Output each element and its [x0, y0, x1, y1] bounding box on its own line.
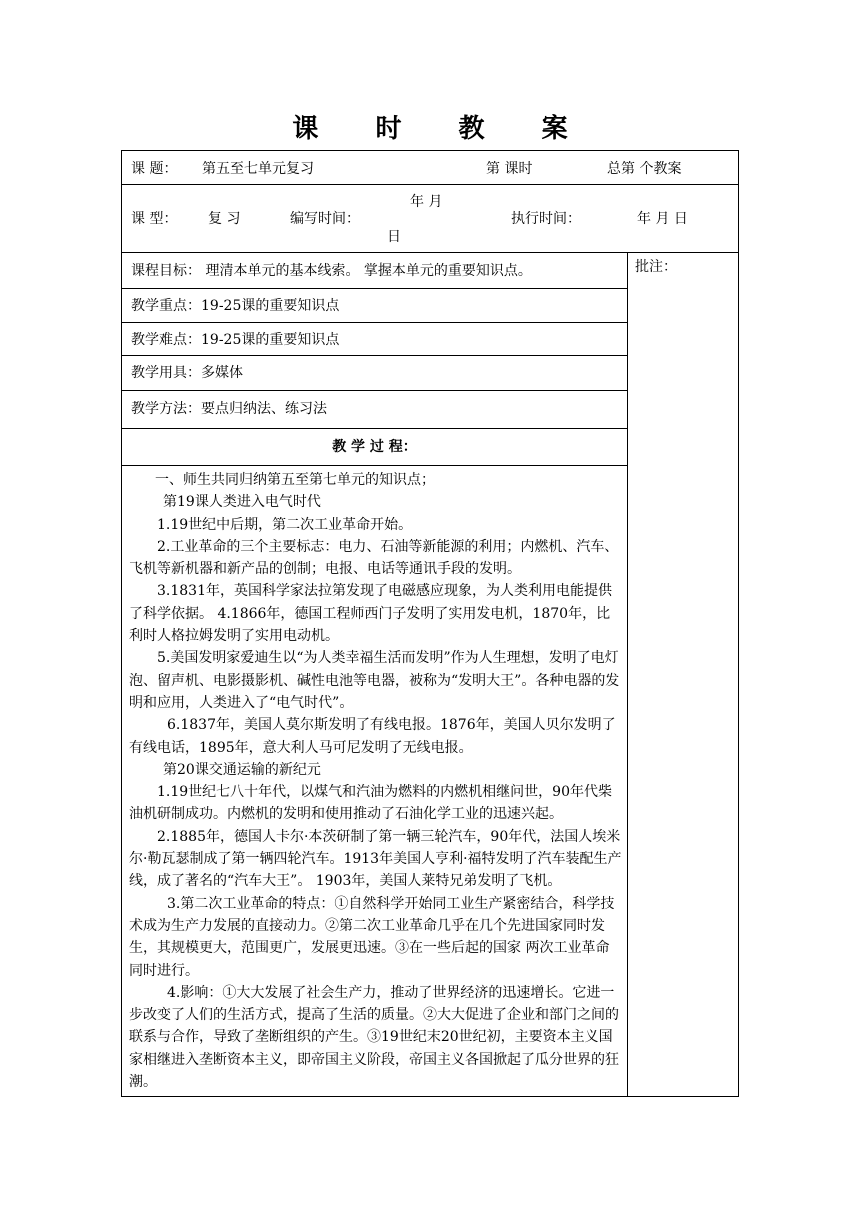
- section-heading: 第19课人类进入电气时代: [163, 494, 321, 511]
- process-paragraph: 2.1885年，德国人卡尔·本茨研制了第一辆三轮汽车，90年代，法国人埃米尔·勒瓦瑟制成了第一辆四轮汽车。1913年美国人亨利·福特发明了汽车装配生产线，成了著名的“汽车大王”。 1903年，美国人莱特兄弟发明了飞机。: [129, 828, 622, 890]
- remark-label: 批注：: [635, 259, 677, 275]
- process-content: [129, 469, 622, 1093]
- topic-label: 课 题：: [131, 161, 178, 177]
- process-paragraph: 2.工业革命的三个主要标志：电力、石油等新能源的利用；内燃机、汽车、飞机等新机器和新产品的创制；电报、电话等通讯手段的发明。: [129, 538, 619, 578]
- process-paragraph: 3.1831年，英国科学家法拉第发现了电磁感应现象，为人类利用电能提供了科学依据。 4.1866年，德国工程师西门子发明了实用发电机，1870年，比利时人格拉姆发明了实用电动机。: [129, 583, 612, 645]
- remark-column-divider: [627, 252, 628, 1097]
- lesson-number-label: 第 课时: [486, 161, 533, 177]
- process-paragraph: 3.第二次工业革命的特点：①自然科学开始同工业生产紧密结合，科学技术成为生产力发展的直接动力。②第二次工业革命几乎在几个先进国家同时发生，其规模更大，范围更广，发展更迅速。③在一些后起的国家 两次工业革命同时进行。: [129, 895, 615, 979]
- process-heading: 教 学 过 程：: [332, 439, 417, 455]
- teaching-difficulty: 教学难点：19-25课的重要知识点: [131, 332, 340, 348]
- exec-time-label: 执行时间：: [511, 211, 581, 227]
- process-paragraph: 一、师生共同归纳第五至第七单元的知识点；: [155, 472, 435, 488]
- type-value: 复 习: [208, 211, 241, 227]
- process-paragraph: 1.19世纪中后期，第二次工业革命开始。: [157, 516, 413, 533]
- course-goal: 课程目标： 理清本单元的基本线索。 掌握本单元的重要知识点。: [131, 263, 532, 279]
- row-divider: [122, 390, 627, 391]
- process-paragraph: 4.影响：①大大发展了社会生产力，推动了世界经济的迅速增长。它进一步改变了人们的生活方式，提高了生活的质量。②大大促进了企业和部门之间的联系与合作，导致了垄断组织的产生。③19世纪末20世纪初，主要资本主义国家相继进入垄断资本主义，即帝国主义阶段，帝国主义各国掀起了瓜分世界的狂潮。: [129, 984, 619, 1091]
- process-paragraph: 1.19世纪七八十年代，以煤气和汽油为燃料的内燃机相继问世，90年代柴油机研制成功。内燃机的发明和使用推动了石油化学工业的迅速兴起。: [129, 784, 612, 823]
- type-label: 课 型：: [131, 211, 178, 227]
- teaching-method: 教学方法：要点归纳法、练习法: [131, 401, 327, 417]
- write-time-label: 编写时间：: [290, 211, 360, 227]
- exec-date: 年 月 日: [637, 211, 688, 227]
- row-divider: [122, 322, 627, 323]
- total-plan-label: 总第 个教案: [607, 161, 682, 177]
- topic-value: 第五至七单元复习: [202, 161, 314, 177]
- write-year-month: 年 月: [410, 194, 443, 210]
- row-divider: [122, 355, 627, 356]
- process-paragraph: 5.美国发明家爱迪生以“为人类幸福生活而发明”作为人生理想，发明了电灯泡、留声机、电影摄影机、碱性电池等电器，被称为“发明大王”。各种电器的发明和应用，人类进入了“电气时代”。: [129, 650, 620, 711]
- teaching-tools: 教学用具：多媒体: [131, 365, 243, 381]
- row-divider: [122, 428, 627, 429]
- write-day: 日: [387, 229, 401, 245]
- row-divider: [122, 288, 627, 289]
- teaching-key-point: 教学重点：19-25课的重要知识点: [131, 298, 340, 314]
- row-divider: [122, 465, 627, 466]
- section-heading: 第20课交通运输的新纪元: [163, 761, 321, 778]
- process-paragraph: 6.1837年，美国人莫尔斯发明了有线电报。1876年，美国人贝尔发明了有线电话，1895年，意大利人马可尼发明了无线电报。: [129, 717, 616, 756]
- row-divider: [122, 184, 738, 185]
- page-title: 课 时 教 案: [292, 114, 592, 144]
- lesson-plan-table: [121, 150, 739, 1097]
- row-divider: [122, 252, 738, 253]
